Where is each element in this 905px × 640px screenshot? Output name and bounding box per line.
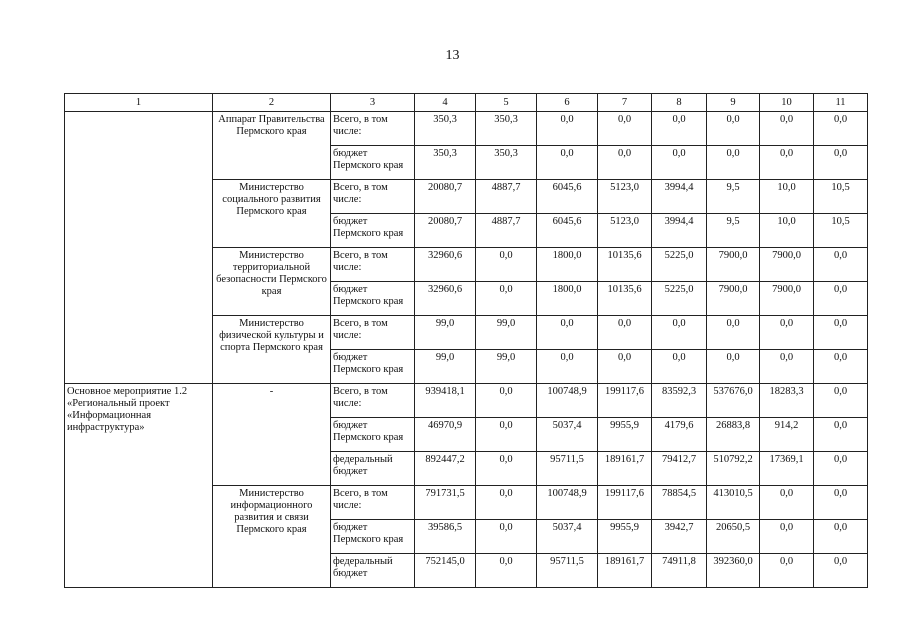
executor-name: Министерство информационного развития и связи Пермского края — [213, 486, 331, 588]
amount-cell: 0,0 — [814, 350, 868, 384]
funding-source: бюджет Пермского края — [331, 520, 415, 554]
amount-cell: 350,3 — [415, 112, 476, 146]
amount-cell: 0,0 — [598, 316, 652, 350]
amount-cell: 83592,3 — [652, 384, 707, 418]
amount-cell: 0,0 — [814, 384, 868, 418]
amount-cell: 10,5 — [814, 180, 868, 214]
amount-cell: 6045,6 — [537, 214, 598, 248]
amount-cell: 0,0 — [652, 316, 707, 350]
amount-cell: 7900,0 — [760, 282, 814, 316]
amount-cell: 0,0 — [707, 316, 760, 350]
amount-cell: 392360,0 — [707, 554, 760, 588]
amount-cell: 5225,0 — [652, 248, 707, 282]
funding-source: Всего, в том числе: — [331, 112, 415, 146]
amount-cell: 46970,9 — [415, 418, 476, 452]
amount-cell: 95711,5 — [537, 554, 598, 588]
amount-cell: 5123,0 — [598, 180, 652, 214]
amount-cell: 32960,6 — [415, 248, 476, 282]
amount-cell: 752145,0 — [415, 554, 476, 588]
amount-cell: 10135,6 — [598, 282, 652, 316]
amount-cell: 20080,7 — [415, 214, 476, 248]
amount-cell: 0,0 — [476, 486, 537, 520]
amount-cell: 791731,5 — [415, 486, 476, 520]
amount-cell: 7900,0 — [707, 248, 760, 282]
column-header: 9 — [707, 94, 760, 112]
amount-cell: 9955,9 — [598, 418, 652, 452]
amount-cell: 510792,2 — [707, 452, 760, 486]
amount-cell: 0,0 — [537, 112, 598, 146]
amount-cell: 100748,9 — [537, 486, 598, 520]
funding-source: Всего, в том числе: — [331, 486, 415, 520]
column-header: 10 — [760, 94, 814, 112]
amount-cell: 350,3 — [415, 146, 476, 180]
table-body — [65, 94, 868, 588]
executor-name: Министерство социального развития Пермского края — [213, 180, 331, 248]
amount-cell: 0,0 — [814, 418, 868, 452]
amount-cell: 0,0 — [476, 554, 537, 588]
amount-cell: 189161,7 — [598, 554, 652, 588]
funding-source: федеральный бюджет — [331, 554, 415, 588]
amount-cell: 0,0 — [814, 486, 868, 520]
column-header: 8 — [652, 94, 707, 112]
activity-description: Основное мероприятие 1.2 «Региональный проект «Информационная инфраструктура» — [65, 384, 213, 588]
amount-cell: 78854,5 — [652, 486, 707, 520]
amount-cell: 0,0 — [814, 520, 868, 554]
amount-cell: 1800,0 — [537, 282, 598, 316]
amount-cell: 5037,4 — [537, 520, 598, 554]
budget-table — [64, 93, 868, 588]
column-header: 11 — [814, 94, 868, 112]
amount-cell: 3942,7 — [652, 520, 707, 554]
amount-cell: 10135,6 — [598, 248, 652, 282]
funding-source: Всего, в том числе: — [331, 384, 415, 418]
column-header: 4 — [415, 94, 476, 112]
amount-cell: 0,0 — [707, 350, 760, 384]
header-row — [65, 94, 868, 112]
amount-cell: 18283,3 — [760, 384, 814, 418]
amount-cell: 0,0 — [760, 112, 814, 146]
amount-cell: 0,0 — [760, 316, 814, 350]
funding-source: Всего, в том числе: — [331, 248, 415, 282]
amount-cell: 0,0 — [814, 146, 868, 180]
amount-cell: 0,0 — [652, 350, 707, 384]
amount-cell: 39586,5 — [415, 520, 476, 554]
amount-cell: 0,0 — [537, 146, 598, 180]
amount-cell: 413010,5 — [707, 486, 760, 520]
amount-cell: 0,0 — [760, 350, 814, 384]
amount-cell: 0,0 — [760, 520, 814, 554]
amount-cell: 0,0 — [814, 282, 868, 316]
amount-cell: 20650,5 — [707, 520, 760, 554]
amount-cell: 99,0 — [476, 316, 537, 350]
amount-cell: 26883,8 — [707, 418, 760, 452]
funding-source: Всего, в том числе: — [331, 180, 415, 214]
amount-cell: 4887,7 — [476, 180, 537, 214]
amount-cell: 4887,7 — [476, 214, 537, 248]
amount-cell: 5225,0 — [652, 282, 707, 316]
funding-source: бюджет Пермского края — [331, 214, 415, 248]
amount-cell: 7900,0 — [707, 282, 760, 316]
table-row — [65, 112, 868, 146]
amount-cell: 0,0 — [814, 248, 868, 282]
amount-cell: 0,0 — [476, 520, 537, 554]
amount-cell: 0,0 — [476, 248, 537, 282]
amount-cell: 32960,6 — [415, 282, 476, 316]
executor-name: Министерство территориальной безопасности Пермского края — [213, 248, 331, 316]
amount-cell: 350,3 — [476, 146, 537, 180]
page-number: 13 — [445, 48, 460, 63]
amount-cell: 7900,0 — [760, 248, 814, 282]
amount-cell: 0,0 — [707, 112, 760, 146]
executor-name: Министерство физической культуры и спорта Пермского края — [213, 316, 331, 384]
amount-cell: 9955,9 — [598, 520, 652, 554]
funding-source: федеральный бюджет — [331, 452, 415, 486]
amount-cell: 9,5 — [707, 180, 760, 214]
amount-cell: 10,0 — [760, 180, 814, 214]
amount-cell: 0,0 — [598, 112, 652, 146]
amount-cell: 99,0 — [476, 350, 537, 384]
amount-cell: 10,5 — [814, 214, 868, 248]
funding-source: бюджет Пермского края — [331, 350, 415, 384]
column-header: 2 — [213, 94, 331, 112]
funding-source: бюджет Пермского края — [331, 282, 415, 316]
amount-cell: 3994,4 — [652, 180, 707, 214]
amount-cell: 99,0 — [415, 350, 476, 384]
amount-cell: 0,0 — [598, 350, 652, 384]
amount-cell: 892447,2 — [415, 452, 476, 486]
amount-cell: 189161,7 — [598, 452, 652, 486]
funding-source: бюджет Пермского края — [331, 418, 415, 452]
amount-cell: 74911,8 — [652, 554, 707, 588]
table-row — [65, 384, 868, 418]
amount-cell: 0,0 — [814, 316, 868, 350]
amount-cell: 0,0 — [760, 554, 814, 588]
amount-cell: 0,0 — [760, 486, 814, 520]
amount-cell: 5037,4 — [537, 418, 598, 452]
amount-cell: 9,5 — [707, 214, 760, 248]
amount-cell: 0,0 — [707, 146, 760, 180]
amount-cell: 0,0 — [814, 554, 868, 588]
amount-cell: 0,0 — [476, 282, 537, 316]
amount-cell: 0,0 — [537, 316, 598, 350]
activity-description — [65, 112, 213, 384]
amount-cell: 0,0 — [814, 112, 868, 146]
funding-source: Всего, в том числе: — [331, 316, 415, 350]
column-header: 5 — [476, 94, 537, 112]
amount-cell: 5123,0 — [598, 214, 652, 248]
amount-cell: 199117,6 — [598, 384, 652, 418]
amount-cell: 939418,1 — [415, 384, 476, 418]
amount-cell: 0,0 — [598, 146, 652, 180]
amount-cell: 0,0 — [652, 146, 707, 180]
column-header: 7 — [598, 94, 652, 112]
amount-cell: 914,2 — [760, 418, 814, 452]
amount-cell: 95711,5 — [537, 452, 598, 486]
amount-cell: 0,0 — [652, 112, 707, 146]
amount-cell: 0,0 — [476, 418, 537, 452]
amount-cell: 17369,1 — [760, 452, 814, 486]
column-header: 1 — [65, 94, 213, 112]
amount-cell: 0,0 — [537, 350, 598, 384]
amount-cell: 0,0 — [476, 384, 537, 418]
amount-cell: 100748,9 — [537, 384, 598, 418]
amount-cell: 99,0 — [415, 316, 476, 350]
column-header: 3 — [331, 94, 415, 112]
column-header: 6 — [537, 94, 598, 112]
amount-cell: 0,0 — [814, 452, 868, 486]
amount-cell: 79412,7 — [652, 452, 707, 486]
amount-cell: 3994,4 — [652, 214, 707, 248]
amount-cell: 1800,0 — [537, 248, 598, 282]
amount-cell: 0,0 — [476, 452, 537, 486]
amount-cell: 10,0 — [760, 214, 814, 248]
executor-name: - — [213, 384, 331, 486]
funding-source: бюджет Пермского края — [331, 146, 415, 180]
amount-cell: 4179,6 — [652, 418, 707, 452]
amount-cell: 199117,6 — [598, 486, 652, 520]
amount-cell: 6045,6 — [537, 180, 598, 214]
amount-cell: 350,3 — [476, 112, 537, 146]
amount-cell: 537676,0 — [707, 384, 760, 418]
amount-cell: 0,0 — [760, 146, 814, 180]
executor-name: Аппарат Правительства Пермского края — [213, 112, 331, 180]
amount-cell: 20080,7 — [415, 180, 476, 214]
